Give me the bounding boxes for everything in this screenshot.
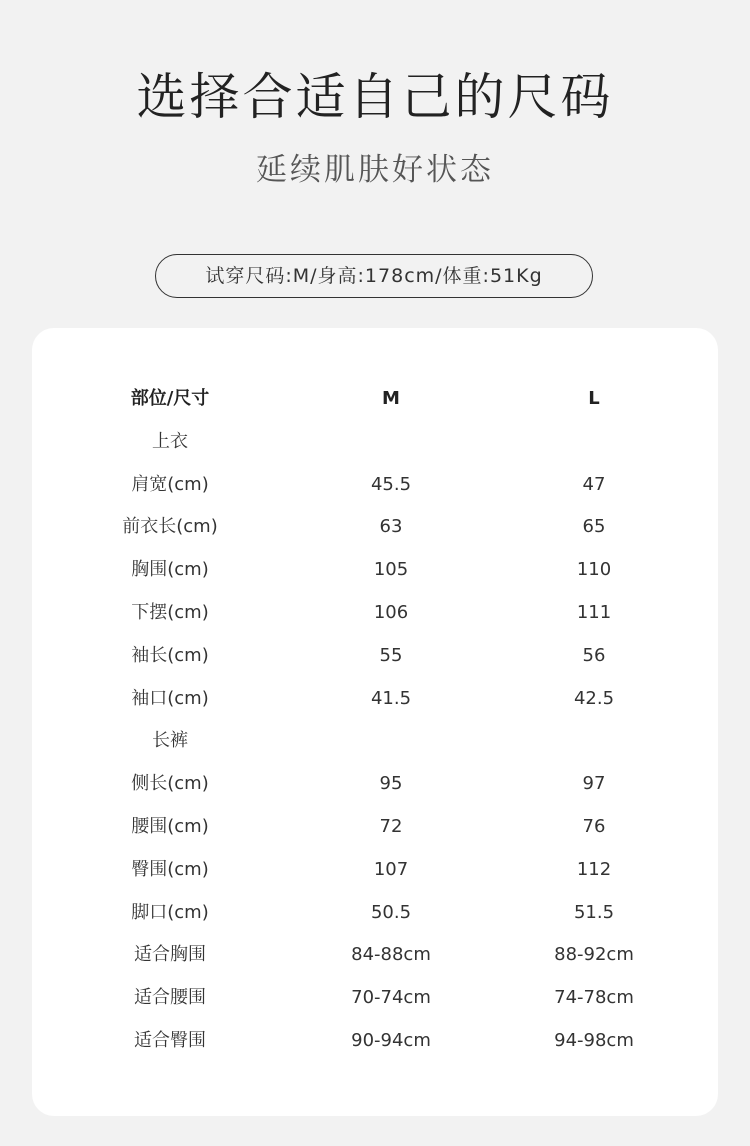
table-row [32, 421, 718, 464]
row-label: 腰围(cm) [131, 815, 209, 837]
row-label: 袖口(cm) [131, 687, 209, 709]
table-header-row [32, 378, 718, 421]
size-l-value: 65 [582, 516, 606, 538]
size-table [32, 378, 718, 1063]
size-m-value: 95 [379, 773, 403, 795]
size-m-value: 55 [379, 644, 403, 666]
size-l-value: 47 [582, 473, 606, 495]
page-title: 选择合适自己的尺码 [136, 68, 614, 126]
size-chart-card [32, 328, 718, 1116]
fitting-info-badge: 试穿尺码:M/身高:178cm/体重:51Kg [155, 254, 593, 298]
table-row [32, 1020, 718, 1063]
page-subtitle: 延续肌肤好状态 [256, 152, 494, 188]
size-m-value: 63 [379, 516, 403, 538]
column-header-part: 部位/尺寸 [130, 388, 210, 409]
size-l-value: 88-92cm [554, 944, 634, 966]
size-m-value: 45.5 [370, 473, 412, 495]
row-label: 胸围(cm) [131, 559, 209, 581]
row-label: 适合胸围 [134, 944, 206, 966]
size-m-value: 107 [373, 858, 409, 880]
table-row [32, 977, 718, 1020]
row-label: 下摆(cm) [131, 601, 209, 623]
size-m-value: 90-94cm [351, 1029, 431, 1051]
row-label: 臀围(cm) [131, 858, 209, 880]
row-label: 侧长(cm) [131, 773, 209, 795]
table-row [32, 506, 718, 549]
size-l-value: 111 [576, 601, 612, 623]
column-header-l: L [588, 388, 600, 409]
size-l-value: 97 [582, 773, 606, 795]
size-l-value: 56 [582, 644, 606, 666]
column-header-m: M [382, 388, 400, 409]
row-label: 适合腰围 [134, 987, 206, 1009]
size-l-value: 76 [582, 815, 606, 837]
size-m-value: 105 [373, 559, 409, 581]
table-row [32, 464, 718, 507]
table-row [32, 849, 718, 892]
size-l-value: 94-98cm [554, 1029, 634, 1051]
size-l-value: 42.5 [573, 687, 615, 709]
table-row [32, 549, 718, 592]
table-row [32, 934, 718, 977]
table-row [32, 806, 718, 849]
size-l-value: 112 [576, 858, 612, 880]
size-m-value: 72 [379, 815, 403, 837]
size-l-value: 110 [576, 559, 612, 581]
row-label: 前衣长(cm) [122, 516, 218, 538]
size-l-value: 51.5 [573, 901, 615, 923]
size-l-value: 74-78cm [554, 987, 634, 1009]
table-row [32, 678, 718, 721]
row-label: 长裤 [152, 730, 188, 752]
table-row [32, 892, 718, 935]
row-label: 脚口(cm) [131, 901, 209, 923]
size-m-value: 70-74cm [351, 987, 431, 1009]
table-row [32, 635, 718, 678]
table-row [32, 592, 718, 635]
row-label: 袖长(cm) [131, 644, 209, 666]
size-m-value: 50.5 [370, 901, 412, 923]
size-m-value: 106 [373, 601, 409, 623]
row-label: 适合臀围 [134, 1029, 206, 1051]
row-label: 上衣 [152, 430, 188, 452]
size-m-value: 41.5 [370, 687, 412, 709]
table-body [32, 421, 718, 1063]
size-m-value: 84-88cm [351, 944, 431, 966]
table-row [32, 720, 718, 763]
row-label: 肩宽(cm) [131, 473, 209, 495]
table-row [32, 763, 718, 806]
